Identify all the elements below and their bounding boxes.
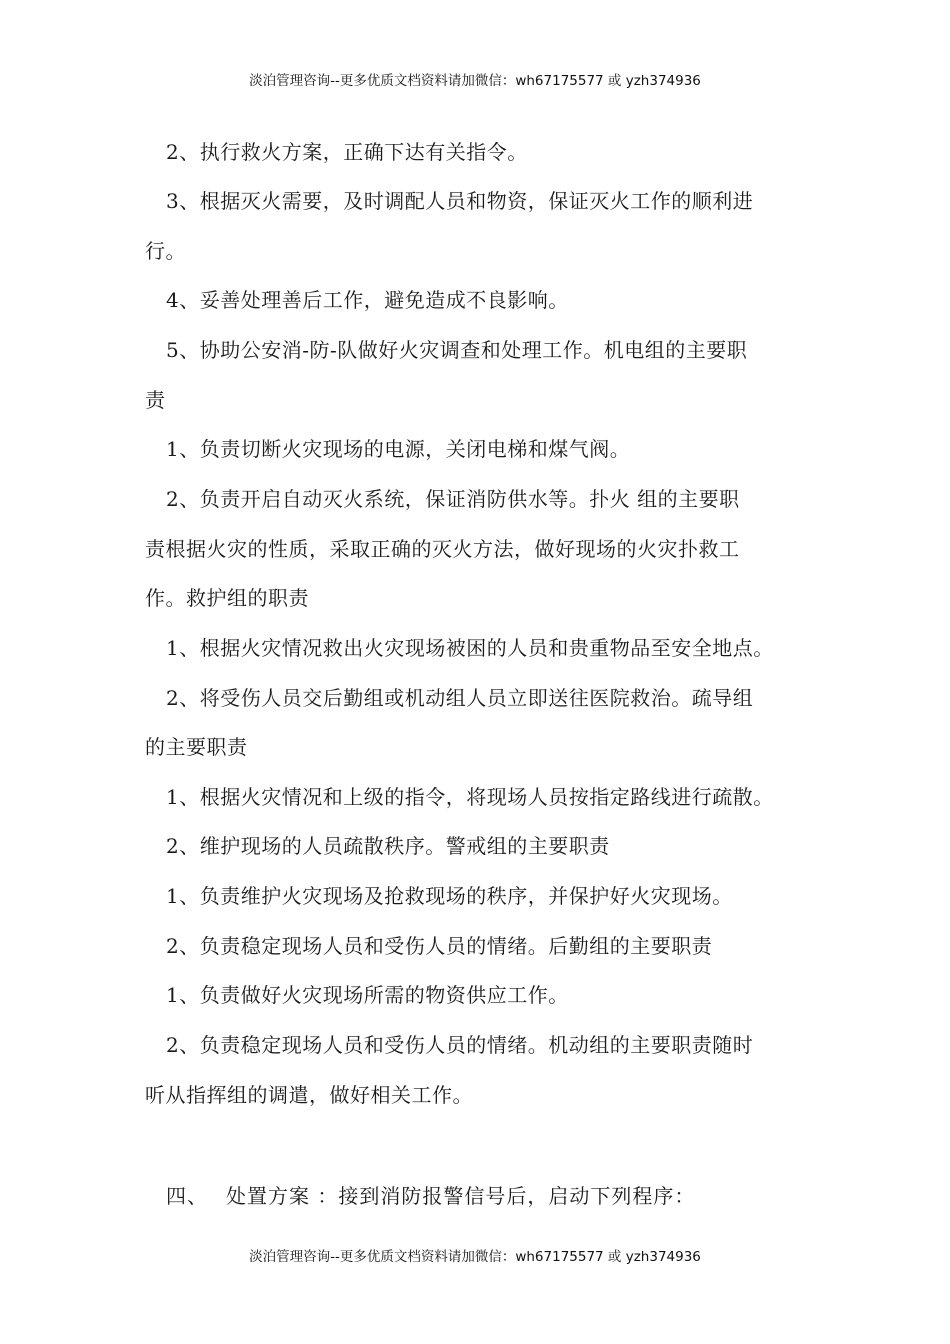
paragraph-line: 作。救护组的职责 xyxy=(145,586,309,610)
paragraph-line: 的主要职责 xyxy=(145,735,248,759)
page-footer: 淡泊管理咨询--更多优质文档资料请加微信：wh67175577 或 yzh374936 xyxy=(249,1249,701,1265)
section-number: 四、 xyxy=(166,1184,208,1208)
paragraph-line: 2、负责稳定现场人员和受伤人员的情绪。机动组的主要职责随时 xyxy=(166,1033,754,1057)
paragraph-line: 1、根据火灾情况和上级的指令，将现场人员按指定路线进行疏散。 xyxy=(166,785,774,809)
paragraph-line: 2、负责稳定现场人员和受伤人员的情绪。后勤组的主要职责 xyxy=(166,934,713,958)
paragraph-line: 行。 xyxy=(145,239,186,263)
paragraph-line: 1、负责做好火灾现场所需的物资供应工作。 xyxy=(166,983,569,1007)
paragraph-line: 1、负责切断火灾现场的电源，关闭电梯和煤气阀。 xyxy=(166,437,631,461)
paragraph-line: 2、执行救火方案，正确下达有关指令。 xyxy=(166,140,528,164)
paragraph-line: 听从指挥组的调遣，做好相关工作。 xyxy=(145,1083,473,1107)
paragraph-line: 1、根据火灾情况救出火灾现场被困的人员和贵重物品至安全地点。 xyxy=(166,636,774,660)
paragraph-line: 4、妥善处理善后工作，避免造成不良影响。 xyxy=(166,288,569,312)
paragraph-line: 5、协助公安消-防-队做好火灾调查和处理工作。机电组的主要职 xyxy=(166,338,748,362)
page-header: 淡泊管理咨询--更多优质文档资料请加微信：wh67175577 或 yzh374936 xyxy=(249,73,701,89)
paragraph-line: 1、负责维护火灾现场及抢救现场的秩序，并保护好火灾现场。 xyxy=(166,884,733,908)
paragraph-line: 2、负责开启自动灭火系统，保证消防供水等。扑火 组的主要职 xyxy=(166,487,740,511)
section-title: 处置方案 ：接到消防报警信号后，启动下列程序： xyxy=(226,1184,696,1208)
paragraph-line: 责根据火灾的性质，采取正确的灭火方法，做好现场的火灾扑救工 xyxy=(145,537,740,561)
paragraph-line: 3、根据灭火需要，及时调配人员和物资，保证灭火工作的顺利进 xyxy=(166,189,754,213)
section-heading xyxy=(166,1183,695,1209)
paragraph-line: 责 xyxy=(145,388,166,412)
paragraph-line: 2、将受伤人员交后勤组或机动组人员立即送往医院救治。疏导组 xyxy=(166,686,754,710)
paragraph-line: 2、维护现场的人员疏散秩序。警戒组的主要职责 xyxy=(166,834,610,858)
